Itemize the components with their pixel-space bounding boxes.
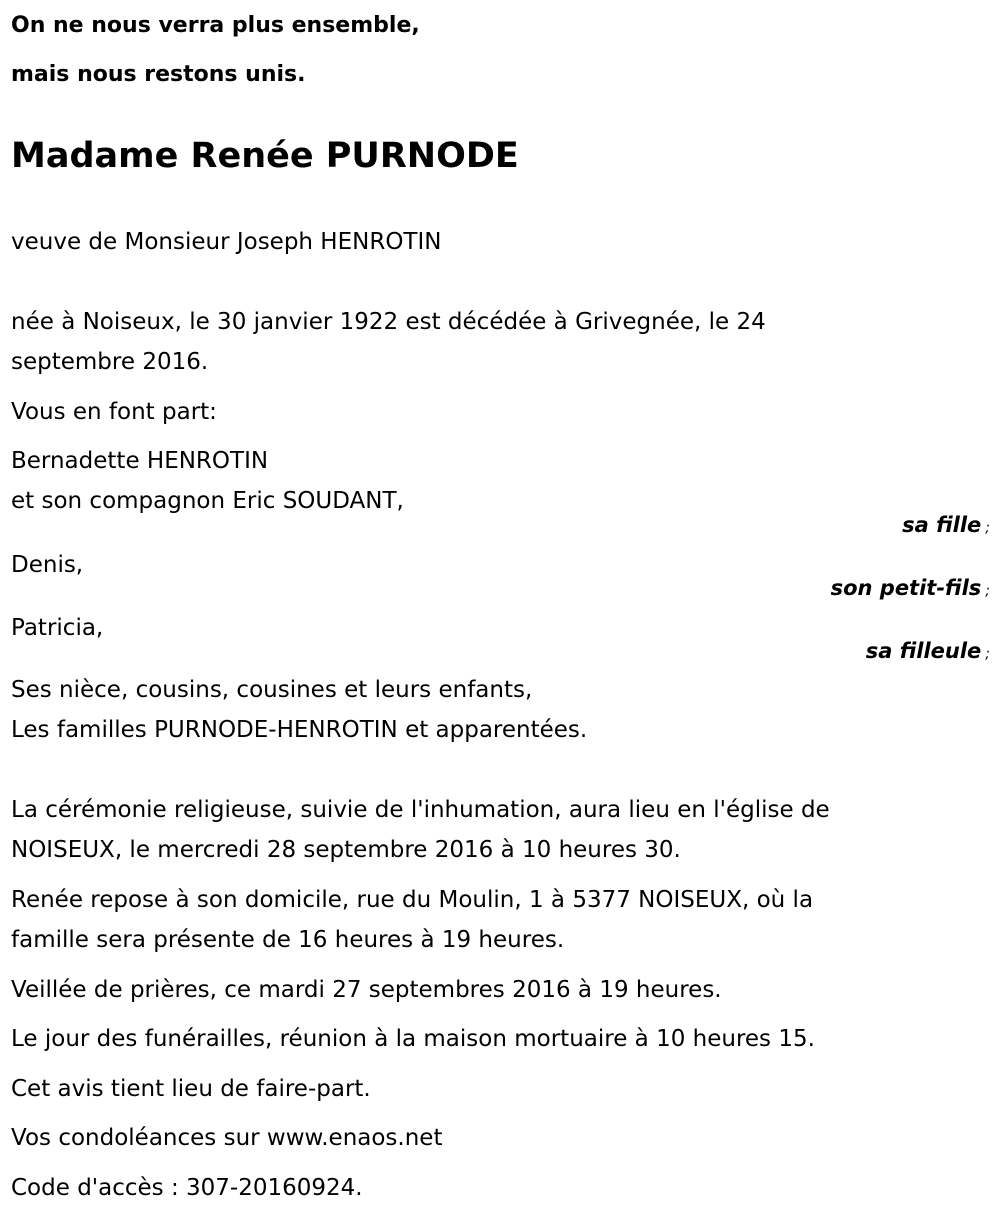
rest-line-1: Renée repose à son domicile, rue du Moulin, 1 à 5377 NOISEUX, où la — [11, 887, 814, 913]
deceased-name: Madame Renée PURNODE — [11, 136, 519, 176]
daughter-companion: et son compagnon Eric SOUDANT, — [11, 488, 404, 514]
grandson-relation-label: son petit-fils — [830, 576, 982, 600]
birth-death-line-2: septembre 2016. — [11, 349, 209, 375]
funeral-day: Le jour des funérailles, réunion à la maison mortuaire à 10 heures 15. — [11, 1026, 815, 1052]
announcement-intro: Vous en font part: — [11, 399, 217, 425]
relation-separator: ; — [985, 520, 990, 536]
quote-line-1: On ne nous verra plus ensemble, — [11, 13, 420, 38]
vigil: Veillée de prières, ce mardi 27 septembres 2016 à 19 heures. — [11, 977, 722, 1003]
others-line-1: Ses nièce, cousins, cousines et leurs enfants, — [11, 677, 533, 703]
condolences: Vos condoléances sur www.enaos.net — [11, 1125, 443, 1151]
ceremony-line-1: La cérémonie religieuse, suivie de l'inhumation, aura lieu en l'église de — [11, 797, 830, 823]
goddaughter-relation — [866, 637, 990, 668]
daughter-relation — [902, 511, 990, 542]
widow-of: veuve de Monsieur Joseph HENROTIN — [11, 229, 442, 255]
ceremony-line-2: NOISEUX, le mercredi 28 septembre 2016 à 10 heures 30. — [11, 837, 681, 863]
grandson-name: Denis, — [11, 552, 84, 578]
relation-separator: ; — [985, 583, 990, 599]
notice: Cet avis tient lieu de faire-part. — [11, 1076, 371, 1102]
rest-line-2: famille sera présente de 16 heures à 19 heures. — [11, 927, 565, 953]
access-code: Code d'accès : 307-20160924. — [11, 1175, 363, 1201]
daughter-relation-label: sa fille — [902, 513, 982, 537]
others-line-2: Les familles PURNODE-HENROTIN et apparentées. — [11, 717, 588, 743]
daughter-name: Bernadette HENROTIN — [11, 448, 269, 474]
goddaughter-name: Patricia, — [11, 615, 104, 641]
birth-death-line-1: née à Noiseux, le 30 janvier 1922 est décédée à Grivegnée, le 24 — [11, 309, 766, 335]
goddaughter-relation-label: sa filleule — [865, 639, 982, 663]
relation-separator: ; — [985, 646, 990, 662]
quote-line-2: mais nous restons unis. — [11, 62, 306, 87]
grandson-relation — [831, 574, 990, 605]
